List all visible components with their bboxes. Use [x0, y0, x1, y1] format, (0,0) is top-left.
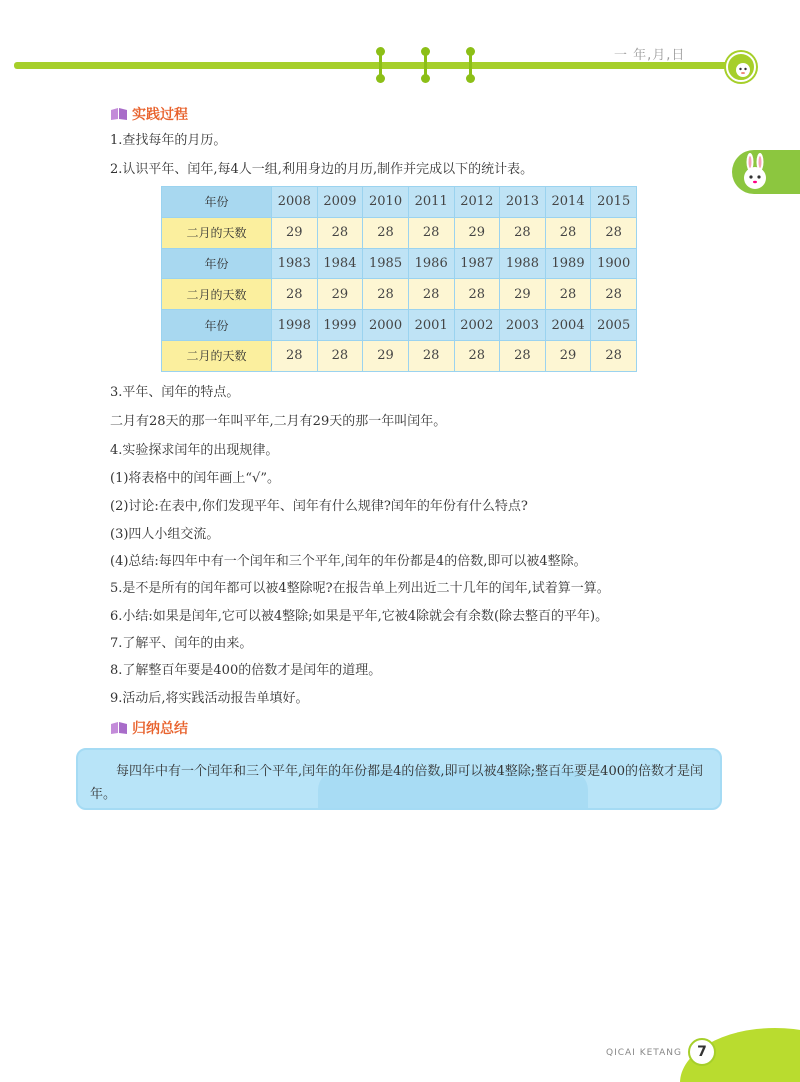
row-label: 二月的天数 [162, 217, 272, 248]
table-cell: 2015 [591, 187, 637, 218]
table-row [162, 340, 637, 371]
table-cell: 28 [545, 279, 591, 310]
row-label: 二月的天数 [162, 279, 272, 310]
body-line: (2)讨论:在表中,你们发现平年、闰年有什么规律?闰年的年份有什么特点? [110, 499, 528, 514]
summary-heading [110, 718, 188, 738]
table-cell: 2011 [408, 187, 454, 218]
table-row [162, 248, 637, 279]
body-line: 1.查找每年的月历。 [110, 133, 227, 148]
table-cell: 1989 [545, 248, 591, 279]
table-cell: 28 [408, 340, 454, 371]
table-cell: 2005 [591, 310, 637, 341]
book-icon [110, 107, 128, 121]
table-cell: 28 [408, 217, 454, 248]
body-line: 8.了解整百年要是400的倍数才是闰年的道理。 [110, 663, 382, 678]
table-cell: 2002 [454, 310, 500, 341]
table-cell: 1986 [408, 248, 454, 279]
body-line: 2.认识平年、闰年,每4人一组,利用身边的月历,制作并完成以下的统计表。 [110, 162, 534, 177]
table-row [162, 279, 637, 310]
table-cell: 28 [272, 279, 318, 310]
table-cell: 28 [591, 279, 637, 310]
row-label: 年份 [162, 310, 272, 341]
row-label: 二月的天数 [162, 340, 272, 371]
table-cell: 1984 [317, 248, 363, 279]
table-cell: 2010 [363, 187, 409, 218]
summary-text: 每四年中有一个闰年和三个平年,闰年的年份都是4的倍数,即可以被4整除;整百年要是400的倍数才是闰年。 [90, 764, 704, 802]
binder-ring-icon [466, 47, 475, 83]
table-cell: 29 [545, 340, 591, 371]
summary-heading-text: 归纳总结 [132, 721, 188, 737]
table-cell: 29 [363, 340, 409, 371]
table-cell: 29 [317, 279, 363, 310]
book-icon [110, 721, 128, 735]
table-cell: 28 [545, 217, 591, 248]
chapter-title: 一 年,月,日 [614, 48, 686, 63]
table-cell: 2009 [317, 187, 363, 218]
table-cell: 1985 [363, 248, 409, 279]
table-cell: 1983 [272, 248, 318, 279]
table-cell: 29 [272, 217, 318, 248]
table-cell: 2008 [272, 187, 318, 218]
binder-ring-icon [421, 47, 430, 83]
table-cell: 1998 [272, 310, 318, 341]
body-line: 7.了解平、闰年的由来。 [110, 636, 253, 651]
table-cell: 28 [272, 340, 318, 371]
table-cell: 2001 [408, 310, 454, 341]
table-cell: 28 [500, 217, 546, 248]
table-cell: 28 [591, 217, 637, 248]
side-tab [732, 150, 800, 194]
practice-heading [110, 104, 188, 124]
table-cell: 1999 [317, 310, 363, 341]
table-cell: 28 [454, 340, 500, 371]
table-cell: 28 [591, 340, 637, 371]
table-cell: 28 [363, 279, 409, 310]
table-row [162, 310, 637, 341]
table-cell: 28 [408, 279, 454, 310]
table-cell: 2000 [363, 310, 409, 341]
table-cell: 2014 [545, 187, 591, 218]
header-band [14, 62, 734, 69]
leap-year-table [161, 186, 637, 372]
body-line: 5.是不是所有的闰年都可以被4整除呢?在报告单上列出近二十几年的闰年,试着算一算。 [110, 581, 610, 596]
table-cell: 28 [363, 217, 409, 248]
row-label: 年份 [162, 248, 272, 279]
body-line: (3)四人小组交流。 [110, 527, 220, 542]
body-line: 6.小结:如果是闰年,它可以被4整除;如果是平年,它被4除就会有余数(除去整百的平年)。 [110, 609, 609, 624]
body-line: (1)将表格中的闰年画上“√”。 [110, 471, 280, 486]
row-label: 年份 [162, 187, 272, 218]
table-cell: 1987 [454, 248, 500, 279]
body-line: 二月有28天的那一年叫平年,二月有29天的那一年叫闰年。 [110, 414, 447, 429]
binder-ring-icon [376, 47, 385, 83]
table-cell: 1900 [591, 248, 637, 279]
table-cell: 2012 [454, 187, 500, 218]
table-cell: 28 [500, 340, 546, 371]
body-line: 4.实验探求闰年的出现规律。 [110, 443, 279, 458]
mascot-icon [726, 52, 756, 82]
table-cell: 28 [454, 279, 500, 310]
body-line: (4)总结:每四年中有一个闰年和三个平年,闰年的年份都是4的倍数,即可以被4整除。 [110, 554, 587, 569]
table-cell: 28 [317, 340, 363, 371]
table-cell: 1988 [500, 248, 546, 279]
body-line: 9.活动后,将实践活动报告单填好。 [110, 691, 309, 706]
table-cell: 29 [454, 217, 500, 248]
footer-label: QICAI KETANG [606, 1048, 682, 1058]
table-row [162, 217, 637, 248]
practice-heading-text: 实践过程 [132, 107, 188, 123]
table-cell: 2004 [545, 310, 591, 341]
rabbit-icon [738, 152, 772, 192]
table-cell: 2013 [500, 187, 546, 218]
table-cell: 2003 [500, 310, 546, 341]
summary-box [76, 748, 722, 810]
body-line: 3.平年、闰年的特点。 [110, 385, 240, 400]
table-cell: 28 [317, 217, 363, 248]
table-cell: 29 [500, 279, 546, 310]
page-number: 7 [688, 1038, 716, 1066]
table-row [162, 187, 637, 218]
